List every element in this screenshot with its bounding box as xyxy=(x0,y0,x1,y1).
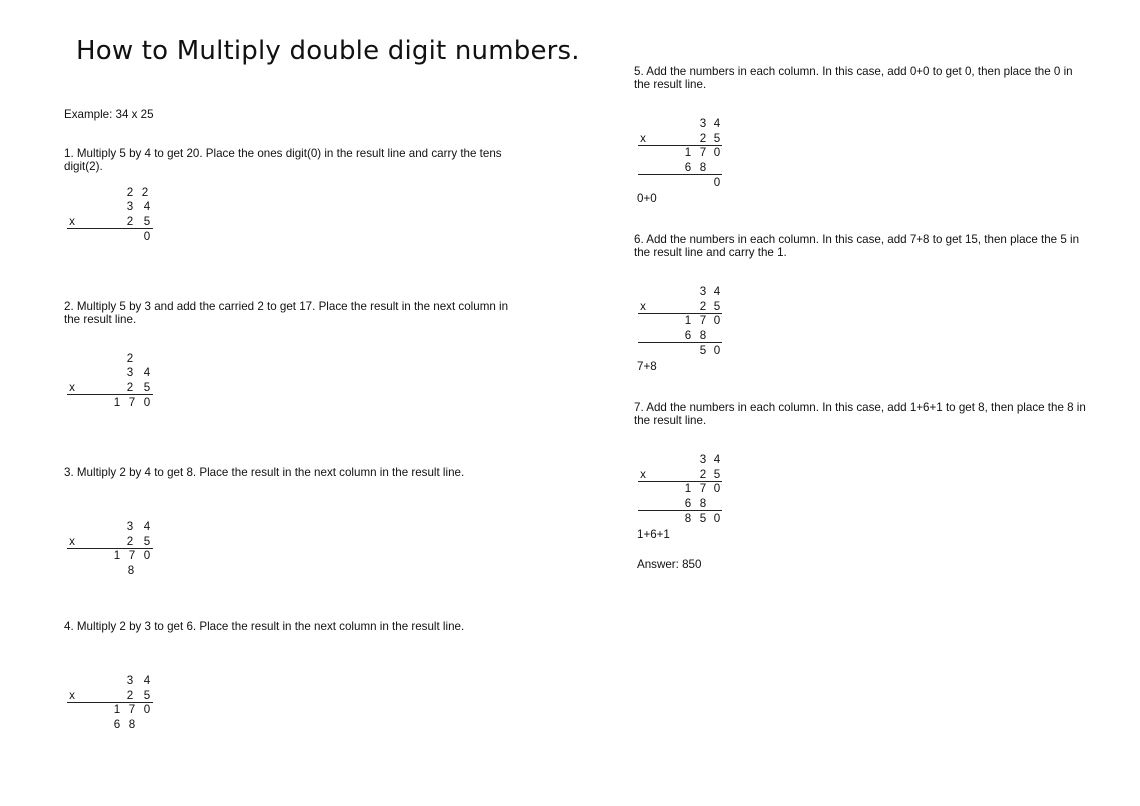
digit: 0 xyxy=(713,344,721,357)
example-label: Example: 34 x 25 xyxy=(64,108,154,121)
result-line xyxy=(638,313,722,314)
digit: 0 xyxy=(713,176,721,189)
times-sign: x xyxy=(640,468,646,481)
digit: 4 xyxy=(713,117,721,130)
times-sign: x xyxy=(69,381,75,394)
digit: 7 xyxy=(128,396,136,409)
digit: 4 xyxy=(143,674,151,687)
digit: 6 xyxy=(684,497,692,510)
digit: 4 xyxy=(143,200,151,213)
digit: 0 xyxy=(143,703,151,716)
answer-label: Answer: 850 xyxy=(637,558,702,571)
digit: 7 xyxy=(128,549,136,562)
step-7-calculation xyxy=(634,453,734,528)
step-6-calculation xyxy=(634,285,734,360)
page-title: How to Multiply double digit numbers. xyxy=(76,36,580,66)
step-2-text: 2. Multiply 5 by 3 and add the carried 2 to get 17. Place the result in the next column in the result line. xyxy=(64,300,509,326)
digit: 7 xyxy=(699,146,707,159)
digit: 0 xyxy=(713,512,721,525)
digit: 8 xyxy=(699,161,707,174)
digit: 1 xyxy=(684,314,692,327)
step-5-calculation xyxy=(634,117,734,192)
times-sign: x xyxy=(69,689,75,702)
carry-digit: 2 xyxy=(141,186,149,199)
digit: 4 xyxy=(143,366,151,379)
sum-line xyxy=(638,510,722,511)
digit: 5 xyxy=(713,300,721,313)
step-3-calculation xyxy=(64,520,164,580)
step-1-text: 1. Multiply 5 by 4 to get 20. Place the ones digit(0) in the result line and carry the tens digit(2). xyxy=(64,147,502,173)
result-line xyxy=(638,145,722,146)
times-sign: x xyxy=(640,132,646,145)
step-6-text: 6. Add the numbers in each column. In this case, add 7+8 to get 15, then place the 5 in the result line and carry the 1. xyxy=(634,233,1080,259)
digit: 6 xyxy=(684,329,692,342)
carry-digit: 2 xyxy=(126,186,134,199)
digit: 2 xyxy=(126,535,134,548)
digit: 6 xyxy=(113,718,121,731)
digit: 0 xyxy=(143,549,151,562)
digit: 2 xyxy=(126,381,134,394)
digit: 8 xyxy=(699,497,707,510)
digit: 1 xyxy=(113,396,121,409)
digit: 2 xyxy=(699,300,707,313)
digit: 2 xyxy=(126,215,134,228)
digit: 0 xyxy=(143,230,151,243)
step-2-calculation xyxy=(64,352,164,412)
digit: 5 xyxy=(713,132,721,145)
digit: 3 xyxy=(699,453,707,466)
digit: 1 xyxy=(113,703,121,716)
carry-digit: 2 xyxy=(126,352,134,365)
times-sign: x xyxy=(69,535,75,548)
digit: 2 xyxy=(699,468,707,481)
digit: 3 xyxy=(699,285,707,298)
digit: 5 xyxy=(713,468,721,481)
digit: 5 xyxy=(143,215,151,228)
sum-line xyxy=(638,174,722,175)
digit: 3 xyxy=(126,674,134,687)
times-sign: x xyxy=(640,300,646,313)
digit: 0 xyxy=(713,314,721,327)
result-line xyxy=(67,228,153,229)
digit: 6 xyxy=(684,161,692,174)
digit: 8 xyxy=(127,564,135,577)
digit: 5 xyxy=(143,381,151,394)
step-7-note: 1+6+1 xyxy=(637,528,670,541)
digit: 3 xyxy=(126,200,134,213)
digit: 8 xyxy=(684,512,692,525)
result-line xyxy=(67,394,153,395)
digit: 2 xyxy=(699,132,707,145)
digit: 5 xyxy=(143,689,151,702)
digit: 1 xyxy=(113,549,121,562)
sum-line xyxy=(638,342,722,343)
digit: 0 xyxy=(713,146,721,159)
digit: 1 xyxy=(684,482,692,495)
digit: 7 xyxy=(699,482,707,495)
digit: 1 xyxy=(684,146,692,159)
digit: 8 xyxy=(699,329,707,342)
times-sign: x xyxy=(69,215,75,228)
digit: 4 xyxy=(713,453,721,466)
step-6-note: 7+8 xyxy=(637,360,657,373)
step-5-note: 0+0 xyxy=(637,192,657,205)
digit: 3 xyxy=(126,520,134,533)
digit: 0 xyxy=(143,396,151,409)
step-1-calculation xyxy=(64,186,164,246)
digit: 7 xyxy=(128,703,136,716)
digit: 2 xyxy=(126,689,134,702)
step-4-calculation xyxy=(64,674,164,734)
digit: 7 xyxy=(699,314,707,327)
step-3-text: 3. Multiply 2 by 4 to get 8. Place the result in the next column in the result line. xyxy=(64,466,465,479)
digit: 3 xyxy=(126,366,134,379)
digit: 8 xyxy=(128,718,136,731)
digit: 4 xyxy=(143,520,151,533)
digit: 5 xyxy=(699,512,707,525)
step-7-text: 7. Add the numbers in each column. In this case, add 1+6+1 to get 8, then place the 8 in the result line. xyxy=(634,401,1086,427)
step-4-text: 4. Multiply 2 by 3 to get 6. Place the result in the next column in the result line. xyxy=(64,620,465,633)
digit: 3 xyxy=(699,117,707,130)
digit: 4 xyxy=(713,285,721,298)
digit: 5 xyxy=(143,535,151,548)
digit: 5 xyxy=(699,344,707,357)
digit: 0 xyxy=(713,482,721,495)
step-5-text: 5. Add the numbers in each column. In this case, add 0+0 to get 0, then place the 0 in the result line. xyxy=(634,65,1073,91)
result-line xyxy=(638,481,722,482)
